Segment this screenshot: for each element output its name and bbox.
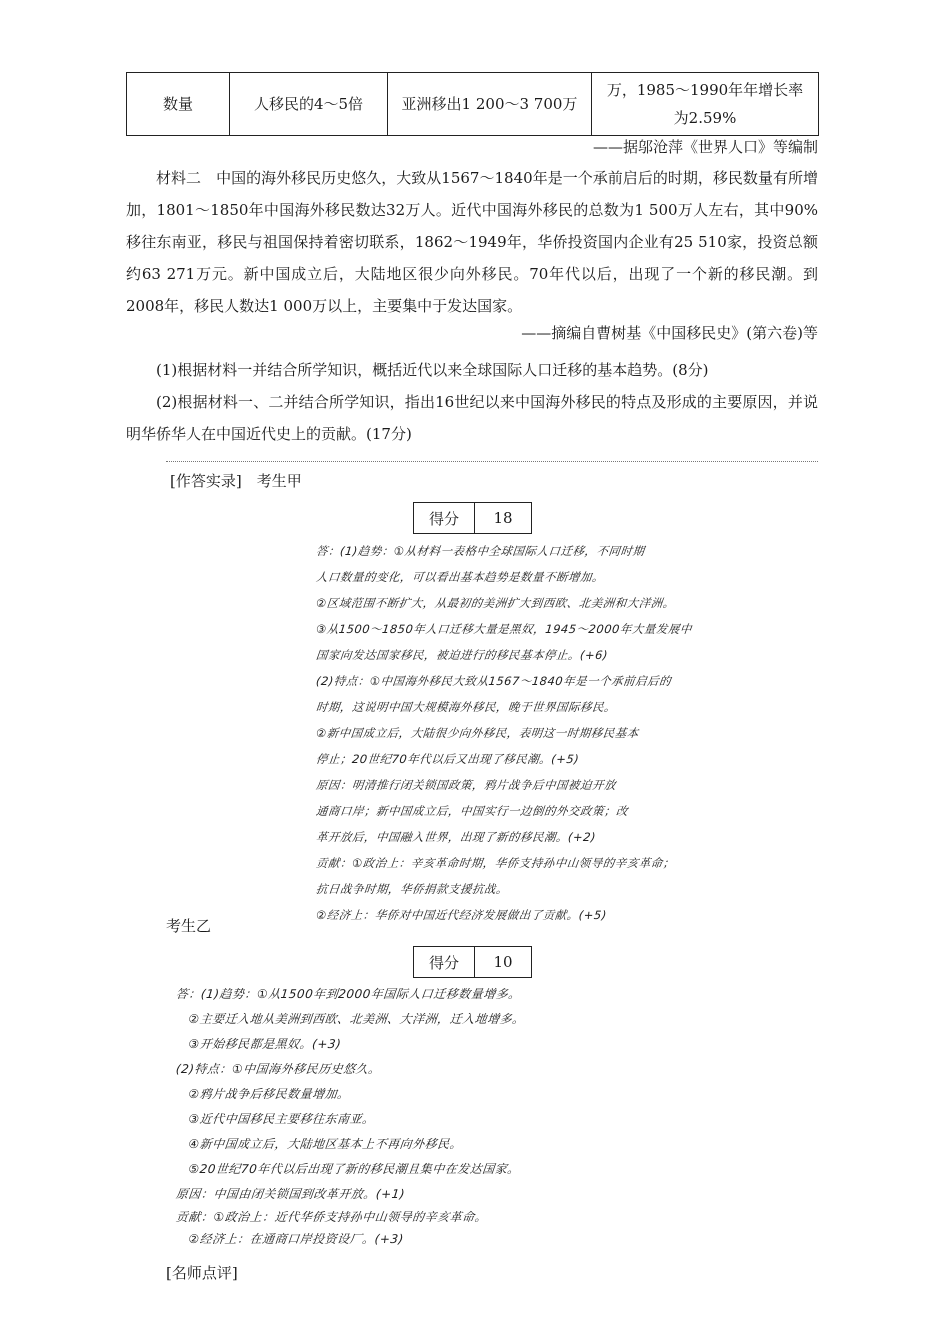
handwriting-line: (2)特点：①中国海外移民历史悠久。 (175, 1062, 382, 1076)
handwriting-line: 贡献：①政治上：辛亥革命时期，华侨支持孙中山领导的辛亥革命； (315, 856, 676, 870)
table-row (127, 73, 819, 136)
handwriting-line: ②鸦片战争后移民数量增加。 (175, 1087, 351, 1101)
handwriting-line: 答：(1)趋势：①从材料一表格中全球国际人口迁移，不同时期 (315, 544, 646, 558)
answer-record-label: [作答实录] 考生甲 (170, 472, 302, 490)
handwriting-line: 人口数量的变化，可以看出基本趋势是数量不断增加。 (315, 570, 605, 584)
handwriting-line: (2)特点：①中国海外移民大致从1567～1840年是一个承前启后的 (315, 674, 672, 688)
handwriting-line: ③从1500～1850年人口迁移大量是黑奴，1945～2000年大量发展中 (315, 622, 693, 636)
handwriting-line: 原因：明清推行闭关锁国政策，鸦片战争后中国被迫开放 (315, 778, 617, 792)
question-2: (2)根据材料一、二并结合所学知识，指出16世纪以来中国海外移民的特点及形成的主要原因，并说明华侨华人在中国近代史上的贡献。(17分) (126, 393, 818, 443)
table-cell: 人移民的4～5倍 (230, 73, 388, 136)
handwriting-line: 通商口岸；新中国成立后，中国实行一边倒的外交政策；改 (315, 804, 629, 818)
teacher-review-label: [名师点评] (166, 1264, 238, 1282)
table-cell: 数量 (127, 73, 230, 136)
table-cell: 亚洲移出1 200～3 700万 (388, 73, 592, 136)
handwriting-line: ②区域范围不断扩大，从最初的美洲扩大到西欧、北美洲和大洋洲。 (315, 596, 676, 610)
dotted-divider (166, 461, 818, 462)
handwriting-line: 国家向发达国家移民，被迫进行的移民基本停止。(+6) (315, 648, 609, 662)
source-citation-2: ——摘编自曹树基《中国移民史》(第六卷)等 (521, 324, 818, 342)
score-label: 得分 (414, 503, 475, 534)
question-1: (1)根据材料一并结合所学知识，概括近代以来全球国际人口迁移的基本趋势。(8分) (156, 361, 709, 379)
handwriting-line: ③开始移民都是黑奴。(+3) (175, 1037, 342, 1051)
handwriting-line: 抗日战争时期，华侨捐款支援抗战。 (315, 882, 509, 896)
score-box-a (413, 502, 532, 534)
handwriting-line: ②新中国成立后，大陆很少向外移民，表明这一时期移民基本 (315, 726, 640, 740)
score-box-b (413, 946, 532, 978)
handwriting-line: ③近代中国移民主要移往东南亚。 (175, 1112, 376, 1126)
handwriting-line: 革开放后，中国融入世界，出现了新的移民潮。(+2) (315, 830, 597, 844)
score-value: 10 (475, 947, 532, 978)
handwriting-line: 贡献：①政治上：近代华侨支持孙中山领导的辛亥革命。 (175, 1210, 488, 1224)
handwriting-line: ④新中国成立后，大陆地区基本上不再向外移民。 (175, 1137, 463, 1151)
score-label: 得分 (414, 947, 475, 978)
table-cell: 万，1985～1990年年增长率为2.59% (592, 73, 819, 136)
handwriting-line: ②经济上：华侨对中国近代经济发展做出了贡献。(+5) (315, 908, 608, 922)
handwriting-line: 时期，这说明中国大规模海外移民，晚于世界国际移民。 (315, 700, 617, 714)
handwriting-line: ②经济上：在通商口岸投资设厂。(+3) (175, 1232, 405, 1246)
source-citation-1: ——据邬沧萍《世界人口》等编制 (592, 138, 818, 156)
handwriting-line: 原因：中国由闭关锁国到改革开放。(+1) (175, 1187, 406, 1201)
material-two-paragraph: 材料二 中国的海外移民历史悠久，大致从1567～1840年是一个承前启后的时期，移民数量有所增加，1801～1850年中国海外移民数达32万人。近代中国海外移民的总数为1 500万人左右，其中90%移往东南亚，移民与祖国保持着密切联系，1862～1949年，华侨投资国内企业有25 510家，投资总额约63 271万元。新中国成立后，大陆地区很少向外移民。70年代以后，出现了一个新的移民潮。到2008年，移民人数达1 000万以上，主要集中于发达国家。 (126, 169, 818, 315)
score-value: 18 (475, 503, 532, 534)
migration-data-table (126, 72, 819, 136)
handwriting-line: 停止；20世纪70年代以后又出现了移民潮。(+5) (315, 752, 580, 766)
handwriting-line: ②主要迁入地从美洲到西欧、北美洲、大洋洲，迁入地增多。 (175, 1012, 526, 1026)
student-b-label: 考生乙 (166, 917, 212, 935)
handwriting-line: 答：(1)趋势：①从1500年到2000年国际人口迁移数量增多。 (175, 987, 522, 1001)
handwriting-line: ⑤20世纪70年代以后出现了新的移民潮且集中在发达国家。 (175, 1162, 521, 1176)
